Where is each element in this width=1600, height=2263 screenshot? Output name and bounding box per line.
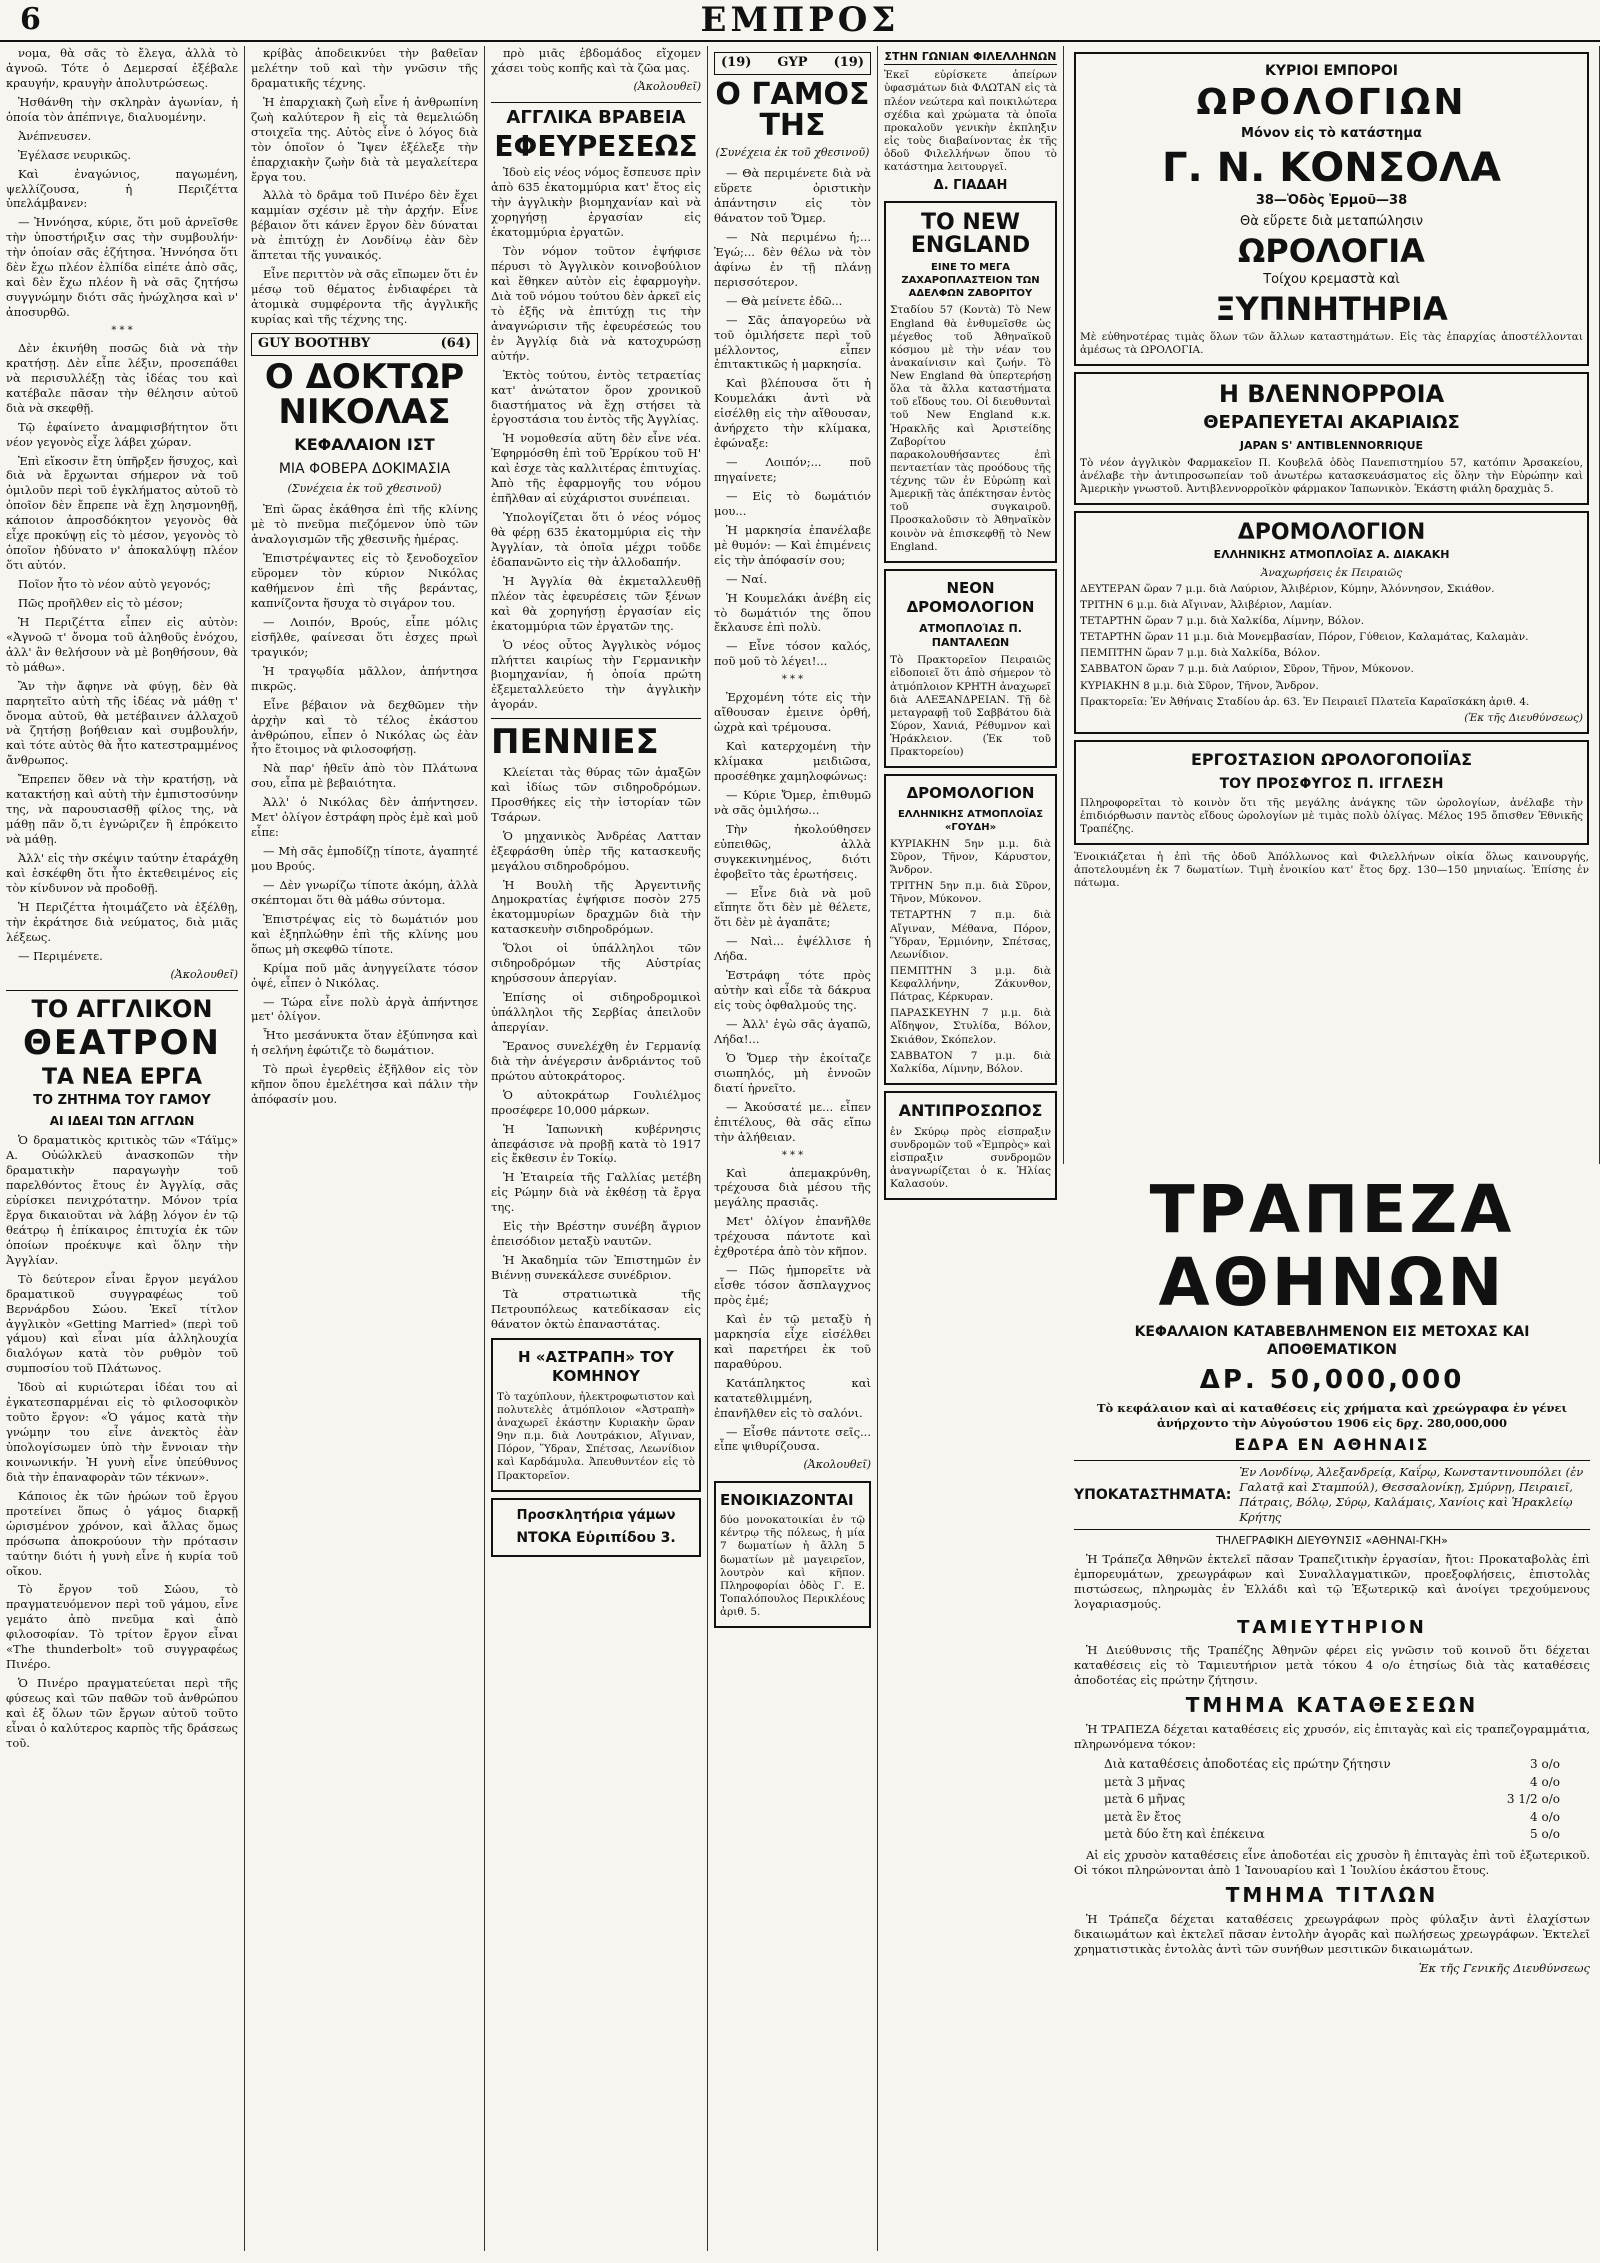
- paragraph: Κατάπληκτος καὶ κατατεθλιμμένη, ἐπανῆλθεν εἰς τὸ σαλόνι.: [714, 1375, 871, 1420]
- paragraph: — Νὰ περιμένω ἡ;... Ἐγώ;... δὲν θέλω νὰ τὸν ἀφίνω ἐν τῇ πλάνῃ περισσότερον.: [714, 229, 871, 289]
- rent-heading: ΕΝΟΙΚΙΑΖΟΝΤΑΙ: [720, 1490, 854, 1509]
- paragraph: Ἀλλὰ τὸ δρᾶμα τοῦ Πινέρο δὲν ἔχει καμμίαν σχέσιν μὲ τὴν ἀρχήν. Εἶνε βέβαιον ὅτι κάνεν ἔργον δὲν δύναται νὰ ἐπιτύχῃ ἐν Λονδίνῳ ἐὰν δὲν ἅπτεται τῆς γυναικός.: [251, 188, 478, 263]
- goudi-title: ΔΡΟΜΟΛΟΓΙΟΝ: [906, 784, 1035, 803]
- diakaki-schedule: [1074, 511, 1589, 734]
- corner-shop-name: Δ. ΓΙΑΔΑΗ: [933, 178, 1008, 194]
- rate-row: [1074, 1826, 1590, 1844]
- paragraph: πρὸ μιᾶς ἑβδομάδος εἴχομεν χάσει τοὺς κοπῆς καὶ τὰ ζῶα μας.: [491, 46, 701, 75]
- theatre-heading-3: ΤΑ ΝΕΑ ΕΡΓΑ: [41, 1064, 202, 1090]
- paragraph: Ὑπολογίζεται ὅτι ὁ νέος νόμος θὰ φέρῃ 635 ἑκατομμύρια εἰς τὴν Ἀγγλίαν, τὰ ὁποῖα μέχρι τοῦδε ἐδαπανῶντο εἰς τὴν ἀλλοδαπήν.: [491, 510, 701, 569]
- paragraph: Ἡ Ἀγγλία θὰ ἐκμεταλλευθῇ πλέον τὰς ἐφευρέσεις τῶν ξένων καὶ θὰ χορηγήσῃ ἐργασίαν εἰς ἑκατομμύρια τῶν ἐργατῶν της.: [491, 573, 701, 633]
- serial-number: (64): [440, 335, 471, 351]
- bank-title: ΤΡΑΠΕΖΑ ΑΘΗΝΩΝ: [1149, 1171, 1515, 1321]
- divider: [491, 718, 701, 719]
- securities-footer: Ἐκ τῆς Γενικῆς Διευθύνσεως: [1418, 1960, 1590, 1975]
- rent-ad: [714, 1481, 871, 1629]
- continued-note: (Ἀκολουθεῖ): [170, 967, 238, 981]
- clock-ad: [1074, 52, 1589, 366]
- divider: [6, 990, 238, 991]
- clock-ad-header: ΚΥΡΙΟΙ ΕΜΠΟΡΟΙ: [1265, 63, 1398, 79]
- astrapi-body: Τὸ ταχύπλουν, ἠλεκτροφωτιστον καὶ πολυτελὲς ἀτμόπλοιον «Ἀστραπὴ» ἀναχωρεῖ ἑκάστην Κυριακὴν ὥραν 9ην π.μ. διὰ Λουτράκιον, Αἴγιναν, Πόρον, Ὕδραν, Σπέτσας, Λεωνίδιον καὶ Καρδάμυλα. Ἀπευθυντέον εἰς τὸ Πρακτορεῖον.: [497, 1390, 695, 1482]
- paragraph: νομα, θὰ σᾶς τὸ ἔλεγα, ἀλλὰ τὸ ἀγνοῶ. Τότε ὁ Δεμερσαί ἐξέβαλε κραυγήν, κραυγὴν ἀπολυτρώσεως.: [6, 46, 238, 90]
- savings-body: Ἡ Διεύθυνσις τῆς Τραπέζης Ἀθηνῶν φέρει εἰς γνῶσιν τοῦ κοινοῦ ὅτι δέχεται καταθέσεις εἰς τὸ Ταμιευτήριον μετὰ τόκου 4 ο/ο ἐτησίως διὰ τὰς καταθέσεις ἀποδοτέας εἰς πρώτην ζήτησιν.: [1074, 1643, 1590, 1688]
- rate-term: Διὰ καταθέσεις ἀποδοτέας εἰς πρώτην ζήτησιν: [1104, 1756, 1391, 1771]
- rate-term: μετὰ δύο ἔτη καὶ ἐπέκεινα: [1104, 1827, 1265, 1842]
- pantaleon-subtitle: ΑΤΜΟΠΛΟΊΑΣ Π. ΠΑΝΤΑΛΕΩΝ: [919, 621, 1022, 650]
- corner-shop-header: ΣΤΗΝ ΓΩΝΙΑΝ ΦΙΛΕΛΛΗΝΩΝ: [884, 50, 1057, 65]
- schedule-line: ΤΕΤΑΡΤΗΝ ὥραν 11 μ.μ. διὰ Μονεμβασίαν, Πόρον, Γύθειον, Καλαμάτας, Καλαμὰν.: [1080, 631, 1529, 644]
- rate-row: [1074, 1791, 1590, 1809]
- schedule-line: ΚΥΡΙΑΚΗΝ 5ην μ.μ. διὰ Σῦρον, Τῆνον, Κάρυστον, Ἄνδρον.: [890, 837, 1051, 877]
- bank-branches: [1074, 1460, 1590, 1530]
- paragraph: — Θὰ μείνετε ἐδῶ...: [726, 293, 843, 308]
- column-5: [878, 46, 1064, 1191]
- pharmacy-brand: JAPAN S' ANTIBLENNORRIQUE: [1239, 438, 1424, 452]
- paragraph: Ὅλοι οἱ ὑπάλληλοι τῶν σιδηροδρόμων τῆς Αὐστρίας κηρύσσουν ἀπεργίαν.: [491, 941, 701, 986]
- paragraph: Καὶ ἐναγώνιος, παγωμένη, ψελλίζουσα, ἡ Περιζέττα ὑπελάμβανεν:: [6, 166, 238, 211]
- paragraph: Ὁ Πινέρο πραγματεύεται περὶ τῆς φύσεως καὶ τῶν παθῶν τοῦ ἀνθρώπου καὶ ἐξ ὅλων τῶν ἔργων αὐτοῦ τοῦτο εἶναι ὁ καλύτερος καρπὸς τῆς δράσεως τοῦ.: [6, 1676, 238, 1750]
- paragraph: Κλείεται τὰς θύρας τῶν ἀμαξῶν καὶ ἰδίως τῶν σιδηροδρόμων. Προσθήκες εἰς τὴν ἱστορίαν τῶν Τσάρων.: [491, 764, 701, 824]
- bank-capital-note: Τὸ κεφάλαιον καὶ αἱ καταθέσεις εἰς χρήματα καὶ χρεώγραφα ἐν γένει ἀνήρχοντο τὴν Αὐγούστου 1906 εἰς δρχ. 280,000,000: [1096, 1401, 1568, 1431]
- inventions-heading-2: ΕΦΕΥΡΕΣΕΩΣ: [494, 130, 698, 164]
- branches-list: Ἐν Λονδίνῳ, Ἀλεξανδρείᾳ, Καΐρῳ, Κωνσταντινουπόλει (ἐν Γαλατᾷ καὶ Σταμπούλ), Θεσσαλονίκῃ, Σμύρνῃ, Πειραιεῖ, Πάτραις, Βόλῳ, Σύρῳ, Καλάμαις, Χανίοις καὶ Ἡρακλείῳ Κρήτης: [1239, 1465, 1584, 1524]
- paragraph: Ἔπρεπεν ὅθεν νὰ τὴν κρατήσῃ, νὰ κατακτήσῃ καὶ αὐτὴ τὴν ἐμπιστοσύνην της, νὰ παρουσιασθῇ φίλος της, νὰ μάθῃ πᾶν ὅ,τι ἐγνώριζεν ἢ ἐπρόκειτο νὰ μάθῃ.: [6, 772, 238, 846]
- paragraph: — Ἠννόησα, κύριε, ὅτι μοῦ ἀρνεῖσθε τὴν ὑποστήριξιν σας τὴν συμβουλήν· τὴν ὁποίαν σᾶς ἐζήτησα. Ἠννόησα ὅτι δὲν ἔχω πλέον ἐλπίδα εἰπέτε ἀπὸ σᾶς, καὶ δὲν ἔχω πλέον ἢ νὰ σᾶς ζητήσω συγγνώμην διότι σᾶς ἠνώχλησα καὶ ν' ἀποσυρθῶ.: [6, 215, 238, 319]
- lease-notice: Ἐνοικιάζεται ἡ ἐπὶ τῆς ὁδοῦ Ἀπόλλωνος καὶ Φιλελλήνων οἰκία ὅλως καινουργής, ἀποτελουμένη ἐκ 7 δωματίων. Τιμὴ ἐνοικίου κατ' ἔτος δρχ. 130—150 μηνιαίως. Ἐπίσης ἐν πάτωμα.: [1074, 851, 1589, 890]
- paragraph: Τῷ ἐφαίνετο ἀναμφισβήτητον ὅτι νέον γεγονὸς εἶχε λάβει χώραν.: [6, 419, 238, 449]
- new-england-ad: [884, 201, 1057, 563]
- paragraph: Ἐπὶ εἴκοσιν ἔτη ὑπῆρξεν ἥσυχος, καὶ διὰ νὰ ἔρχωνται σήμερον νὰ τοῦ ὁμιλοῦν περὶ τοῦ ἐγκλήματος αὐτοῦ τὸ ὁποῖον δὲν ἔπρεπε νὰ ἔχῃ λησμονηθῇ, κάποιον ἀπροσδόκητον γεγονὸς θὰ εἶχε προκύψῃ εἰς τὸ μέσον, γεγονὸς τὸ ὁποῖον ἠδύνατο ν' ἀποκαλύψῃ πλέον ὅτι αὐτόν.: [6, 453, 238, 573]
- serial-number-right: (19): [833, 55, 864, 70]
- new-england-title: ΤΟ NEW ENGLAND: [910, 210, 1031, 259]
- paragraph: Τὸ πρωὶ ἐγερθεὶς ἐξῆλθον εἰς τὸν κῆπον ὅπου ἐμελέτησα καὶ πάλιν τὴν ἀπόφασίν μου.: [251, 1062, 478, 1107]
- paragraph: — Κύριε Ὄμερ, ἐπιθυμῶ νὰ σᾶς ὁμιλήσω...: [714, 787, 871, 817]
- paragraph: Ὁ νέος οὗτος Ἀγγλικὸς νόμος πλήττει καιρίως τὴν Γερμανικὴν βιομηχανίαν, ἡ ὁποία πρώτη ἐξεμεταλλεύετο τὴν ἀγγλικὴν ἀγοράν.: [491, 637, 701, 712]
- securities-title: ΤΜΗΜΑ ΤΙΤΛΩΝ: [1225, 1882, 1439, 1907]
- divider: [491, 102, 701, 103]
- paragraph: Καὶ ἀπεμακρύνθη, τρέχουσα διὰ μέσου τῆς μεγάλης πρασιᾶς.: [714, 1165, 871, 1210]
- schedule-line: ΤΕΤΑΡΤΗΝ 7 π.μ. διὰ Αἴγιναν, Μέθανα, Πόρον, Ὕδραν, Ἑρμιόνην, Σπέτσας, Λεωνίδιον.: [890, 909, 1051, 961]
- paragraph: Ἀλλ' εἰς τὴν σκέψιν ταύτην ἐταράχθη καὶ ἐσκέφθη ὅτι ἦτο ἐκτεθειμένος εἰς τὸν κίνδυνον νὰ προδοθῇ.: [6, 850, 238, 895]
- paragraph: Ἀνέπνευσεν.: [18, 128, 92, 143]
- section-stars: * * *: [781, 674, 804, 686]
- theatre-heading-5: ΑΙ ΙΔΕΑΙ ΤΩΝ ΑΓΓΛΩΝ: [49, 1113, 195, 1128]
- schedule-line: ΣΑΒΒΑΤΟΝ 7 μ.μ. διὰ Χαλκίδα, Λίμνην, Βόλον.: [890, 1049, 1051, 1075]
- paragraph: Ἦτο μεσάνυκτα ὅταν ἐξύπνησα καὶ ἡ σελήνη ἐφώτιζε τὸ δωμάτιον.: [251, 1028, 478, 1058]
- clock-factory-ad: [1074, 740, 1589, 845]
- paragraph: Ἐπίσης οἱ σιδηροδρομικοὶ ὑπάλληλοι τῆς Σερβίας ἀπειλοῦν ἀπεργίαν.: [491, 990, 701, 1034]
- paragraph: Ἡ Κουμελάκι ἀνέβη εἰς τὸ δωμάτιόν της ὅπου ἔκλαυσε ἐπὶ πολὺ.: [714, 590, 871, 635]
- pennies-heading: ΠΕΝΝΙΕΣ: [491, 722, 659, 763]
- clock-ad-address: 38—Ὁδὸς Ἑρμοῦ—38: [1255, 192, 1408, 208]
- paragraph: — Εἶνε τόσον καλός, ποῦ μοῦ τὸ λέγει!...: [714, 639, 871, 669]
- paragraph: Ὁ μηχανικὸς Ἀνδρέας Λατταν ἐξεφράσθη ὑπὲρ τῆς κατασκευῆς μεγάλου σιδηροδρόμου.: [491, 828, 701, 873]
- goudi-schedule: [884, 774, 1057, 1085]
- paragraph: Εἶνε βέβαιον νὰ δεχθῶμεν τὴν ἀρχὴν καὶ τὸ τέλος ἐκάστου ἀνθρώπου, εἶπεν ὁ Νικόλας ὡς ἐὰν ἦτο ἕτοιμος νὰ φιλοσοφήσῃ.: [251, 697, 478, 757]
- paragraph: — Λοιπόν, Βρούς, εἶπε μόλις εἰσῆλθε, φαίνεσαι ὅτι ἐσχες πρωὶ τραγικόν;: [251, 614, 478, 659]
- pantaleon-schedule: [884, 569, 1057, 769]
- paragraph: — Δὲν γνωρίζω τίποτε ἀκόμη, ἀλλὰ σκέπτομαι ὅτι θὰ μάθω σύντομα.: [251, 877, 478, 907]
- schedule-line: ΤΡΙΤΗΝ 6 μ.μ. διὰ Αἴγιναν, Ἀλιβέριον, Λαμίαν.: [1080, 598, 1333, 611]
- section-stars: * * *: [781, 1149, 804, 1161]
- column-4: [708, 46, 878, 2251]
- paragraph: Ἡ Βουλὴ τῆς Ἀργεντινῆς Δημοκρατίας ἐψήφισε ποσὸν 275 ἑκατομμυρίων δραχμῶν διὰ τὴν κατασκευὴν σιδηροδρόμων.: [491, 877, 701, 937]
- paragraph: — Περιμένετε.: [18, 948, 103, 963]
- paragraph: Ἂν τὴν ἄφηνε νὰ φύγῃ, δὲν θὰ παρητεῖτο αὐτὴ τῆς ἰδέας νὰ μάθῃ τ' ὄνομα αὐτοῦ, θὰ μετέβαινεν ἀλλαχοῦ νὰ ζητήσῃ βοήθειαν καὶ συμβουλήν, καὶ τότε αὐτὸς θὰ ἦτο κατεστραμμένος ἄνθρωπος.: [6, 678, 238, 768]
- paragraph: Ἰδοὺ αἱ κυριώτεραι ἰδέαι του αἱ ἐγκατεσπαρμέναι εἰς τὸ φιλοσοφικὸν τοῦτο ἔργον: «Ὁ γάμος κατὰ τὴν γνώμην του εἶνε ἀνεκτὸς ἐὰν ὑπολογίσωμεν ὑπὸ τὴν ἔννοιαν τὴν κοινωνικήν. Ἡ γυνὴ εἶνε ὑπεύθυνος διὰ τὴν ἐπαναφορὰν τῶν τέκνων».: [6, 1380, 238, 1484]
- paragraph: Ἐκτὸς τούτου, ἐντὸς τετραετίας κατ' ἀνώτατον ὅρον χρονικοῦ διαστήματος νὰ ἔχῃ στήσει τὰ ἐργοστάσια του ἐντὸς τῆς Ἀγγλίας.: [491, 367, 701, 427]
- theatre-article: [6, 994, 238, 1751]
- continued-note: (Ἀκολουθεῖ): [803, 1458, 871, 1472]
- bank-subtitle: ΚΕΦΑΛΑΙΟΝ ΚΑΤΑΒΕΒΛΗΜΕΝΟΝ ΕΙΣ ΜΕΤΟΧΑΣ ΚΑΙ ΑΠΟΘΕΜΑΤΙΚΟΝ: [1134, 1324, 1530, 1359]
- paragraph: — Μὴ σᾶς ἐμποδίζῃ τίποτε, ἀγαπητέ μου Βρούς.: [251, 844, 478, 874]
- paragraph: Κάποιος ἐκ τῶν ἡρώων τοῦ ἔργου προτείνει ὅπως ὁ γάμος διαρκῇ ὡρισμένον χρόνον, καὶ ἄλλας ὅμως πρόσωπα ἀποκρούουν τὴν πρότασιν ταύτην διότι ἡ γυνὴ εἶνε ἡ κυρία τοῦ οἴκου.: [6, 1488, 238, 1578]
- rate-value: 3 1/2 ο/ο: [1506, 1792, 1560, 1807]
- clock-factory-subtitle: ΤΟΥ ΠΡΟΣΦΥΓΟΣ Π. ΙΓΓΛΕΣΗ: [1219, 775, 1444, 792]
- new-england-body: Σταδίου 57 (Κοντὰ) Τὸ New England θὰ ἐνθυμεῖσθε ὡς μέγεθος τοῦ Ἀθηναϊκοῦ κόσμου μὲ τὴν νέαν του ἀνακαίνισιν καὶ ζωήν. Τὸ New England θὰ ὑπερτερήσῃ ὅλα τὰ ἄλλα καταστήματα τοῦ εἴδους του. Οἱ διευθυνταὶ τοῦ New England κ.κ. Ἠρακλῆς καὶ Ἀριστείδης Ζαβορίτου παρακολουθήσαντες ἐπὶ πενταετίαν τὰς προόδους τῆς τέχνης τῶν ἐν Εὐρώπῃ καὶ Ἀμερικῇ τὰς ἀπέκτησαν ἐντὸς τοῦ συγκαιροῦ. Προσκαλοῦσιν τὸ Ἀθηναϊκὸν κοινὸν νὰ ἐπισκεφθῇ τὸ New England.: [890, 304, 1051, 553]
- paragraph: — Πῶς ἠμπορεῖτε νὰ εἶσθε τόσον ἄσπλαγχνος πρὸς ἐμέ;: [714, 1263, 871, 1307]
- rate-term: μετὰ ἓν ἔτος: [1104, 1809, 1182, 1824]
- paragraph: — Σᾶς ἀπαγορεύω νὰ τοῦ ὁμιλήσετε περὶ τοῦ μέλλοντος, εἶπεν ἐπιτακτικῶς ἡ μαρκησία.: [714, 312, 871, 372]
- astrapi-heading: Η «ΑΣΤΡΑΠΗ» ΤΟΥ ΚΟΜΗΝΟΥ: [517, 1347, 675, 1386]
- paragraph: Ὁ δραματικὸς κριτικὸς τῶν «Τάϊμς» Α. Οὐώλκλεϋ ἀνασκοπῶν τὴν δραματικὴν παραγωγὴν τοῦ παρελθόντος ἔτους ἐν Ἀγγλίᾳ, σᾶς εὑρίσκει πενιχρότατην. Μόνον τρία ἔργα δικαιοῦται νὰ λάβῃ λόγον ἐν τῷ θεάτρῳ ἡ ἐπίκαιρος ἐπιτυχία ἐκ τῶν ὁποίων προέκυψε καὶ ὅλην τὴν Ἀγγλίαν.: [6, 1133, 238, 1267]
- novel-title: Ο ΓΑΜΟΣ ΤΗΣ: [715, 76, 870, 144]
- column-6: [1064, 46, 1600, 1164]
- pantaleon-body: Τὸ Πρακτορεῖον Πειραιῶς εἰδοποιεῖ ὅτι ἀπὸ σήμερον τὸ ἀτμόπλοιον ΚΡΗΤΗ ἀναχωρεῖ διὰ ΑΛΕΞΑΝΔΡΕΙΑΝ. Τῇ δὲ μεταγραφῇ τοῦ Σαββάτου διὰ Σύρον, Χανιά, Ρέθυμνον καὶ Ἡράκλειον. (Ἐκ τοῦ Πρακτορείου): [890, 654, 1051, 759]
- paragraph: Ἡ Ἑταιρεία τῆς Γαλλίας μετέβη εἰς Ρώμην διὰ νὰ ἐκθέσῃ τὰ ἔργα της.: [491, 1170, 701, 1215]
- clock-ad-shop: Γ. Ν. ΚΟΝΣΟΛΑ: [1162, 144, 1501, 191]
- paragraph: Τὴν ἠκολούθησεν εὐπειθῶς, ἀλλὰ συγκεκινημένος, διότι ἐφοβεῖτο τὰς ἐρωτήσεις.: [714, 821, 871, 881]
- clock-factory-title: ΕΡΓΟΣΤΑΣΙΟΝ ΩΡΟΛΟΓΟΠΟΙΪΑΣ: [1190, 749, 1473, 769]
- paragraph: Ἀλλ' ὁ Νικόλας δὲν ἀπήντησεν. Μετ' ὀλίγον ἐστράφη πρὸς ἐμὲ καὶ μοῦ εἶπε:: [251, 795, 478, 840]
- paragraph: Ἡ ἐπαρχιακὴ ζωὴ εἶνε ἡ ἀνθρωπίνη ζωὴ καλύτερον ἢ εἰς τὰ θεμελιώδη στοιχεῖα της. Αὐτὸς εἶνε ὁ λόγος διὰ τὸν ὁποῖον ὁ Ἴψεν ἐξέλεξε τὴν ἐπαρχιακὴν ζωὴν διὰ τὰ μεγαλείτερα ἔργα του.: [251, 94, 478, 184]
- paragraph: Ἰδοὺ εἰς νέος νόμος ἔσπευσε πρὶν ἀπὸ 635 ἐκατομμύρια κατ' ἔτος εἰς τὴν ἀγγλικὴν βιομηχανίαν καὶ νὰ χορηγήσῃ ἐργασίαν εἰς ἑκατομμύρια ἐργατῶν.: [491, 165, 701, 240]
- paragraph: — Λοιπόν;... ποῦ πηγαίνετε;: [714, 455, 871, 484]
- schedule-line: ΣΑΒΒΑΤΟΝ ὥραν 7 μ.μ. διὰ Λαύριον, Σῦρον, Τῆνον, Μύκονον.: [1080, 663, 1414, 676]
- schedule-line: ΚΥΡΙΑΚΗΝ 8 μ.μ. διὰ Σῦρον, Τῆνον, Ἄνδρον.: [1080, 679, 1319, 692]
- novel-title: Ο ΔΟΚΤΩΡ ΝΙΚΟΛΑΣ: [264, 356, 465, 433]
- rate-term: μετὰ 3 μῆνας: [1104, 1774, 1186, 1789]
- newspaper-title: ΕΜΠΡΟΣ: [700, 0, 900, 40]
- paragraph: Ἔρανος συνελέχθη ἐν Γερμανίᾳ διὰ τὴν ἀνέγερσιν ἀνδριάντος τοῦ πρώτου αὐτοκράτορος.: [491, 1038, 701, 1083]
- deposit-rates-table: [1074, 1756, 1590, 1844]
- serial-author: GYP: [777, 55, 808, 70]
- paragraph: Ἐστράφη τότε πρὸς αὐτὴν καὶ εἶδε τὰ δάκρυα εἰς τοὺς ὀφθαλμούς της.: [714, 968, 871, 1013]
- continued-note: (Ἀκολουθεῖ): [633, 79, 701, 93]
- wedding-ad-title: Προσκλητήρια γάμων: [516, 1507, 676, 1523]
- paragraph: Ἡ Ἀκαδημία τῶν Ἐπιστημῶν ἐν Βιέννῃ συνεκάλεσε συνέδριον.: [491, 1253, 701, 1283]
- clock-ad-title-2: ΩΡΟΛΟΓΙΑ: [1238, 231, 1425, 270]
- rate-row: [1074, 1774, 1590, 1792]
- column-2: [245, 46, 485, 2251]
- bank-telegraph: ΤΗΛΕΓΡΑΦΙΚΗ ΔΙΕΥΘΥΝΣΙΣ «ΑΘΗΝΑΙ-ΓΚΗ»: [1216, 1533, 1448, 1547]
- paragraph: — Ἀλλ' ἐγὼ σᾶς ἀγαπῶ, Λήδα!...: [714, 1017, 871, 1046]
- paragraph: Τὰ στρατιωτικὰ τῆς Πετρουπόλεως κατεδίκασαν εἰς θάνατον ὀκτὼ ἐπαναστάτας.: [491, 1286, 701, 1331]
- paragraph: Ποῖον ἦτο τὸ νέον αὐτὸ γεγονός;: [18, 577, 211, 591]
- bank-seat: ΕΔΡΑ ΕΝ ΑΘΗΝΑΙΣ: [1234, 1435, 1430, 1455]
- clock-factory-body: Πληροφορεῖται τὸ κοινὸν ὅτι τῆς μεγάλης ἀνάγκης τῶν ὡρολογίων, ἀνέλαβε τὴν ἐπιδιόρθωσιν παντὸς εἴδους ὡρολογίων μὲ τιμὰς πολὺ ὀλίγας. Μέλος 195 ὄπισθεν Ἐθνικῆς Τραπέζης.: [1080, 796, 1583, 836]
- theatre-heading-4: ΤΟ ΖΗΤΗΜΑ ΤΟΥ ΓΑΜΟΥ: [33, 1092, 211, 1108]
- paragraph: Ὁ Ὄμερ τὴν ἐκοίταζε σιωπηλός, μὴ ἐννοῶν διατί ἠρνεῖτο.: [714, 1050, 871, 1095]
- representative-body: ἐν Σκύρῳ πρὸς εἰσπραξιν συνδρομῶν τοῦ «Ἐμπρὸς» καὶ εἰσπραξιν συνδρομῶν ἀναγνωρίζεται ὁ κ. Ἠλίας Καλασούν.: [890, 1125, 1051, 1191]
- paragraph: Ὁ αὐτοκράτωρ Γουλιέλμος προσέφερε 10,000 μάρκων.: [491, 1087, 701, 1117]
- chapter-subtitle: ΜΙΑ ΦΟΒΕΡΑ ΔΟΚΙΜΑΣΙΑ: [278, 460, 451, 477]
- rate-value: 4 ο/ο: [1530, 1809, 1560, 1824]
- bank-of-athens-ad: [1064, 1170, 1600, 2250]
- paragraph: Ἐπὶ ὥρας ἐκάθησα ἐπὶ τῆς κλίνης μὲ τὸ πνεῦμα πιεζόμενον ὑπὸ τῶν ἀναλογισμῶν τῆς χθεσινῆς ἡμέρας.: [251, 502, 478, 547]
- paragraph: Ἠσθάνθη τὴν σκληρὰν ἀγωνίαν, ἡ ὁποία τὸν ἀπέπνιγε, διαλυομένην.: [6, 94, 238, 124]
- diakaki-title: ΔΡΟΜΟΛΟΓΙΟΝ: [1237, 520, 1426, 546]
- pharmacy-subtitle: ΘΕΡΑΠΕΥΕΤΑΙ ΑΚΑΡΙΑΙΩΣ: [1203, 412, 1460, 434]
- corner-shop-body: Ἐκεῖ εὑρίσκετε ἀπείρων ὑφασμάτων διὰ ΦΛΩΤΑΝ εἰς τὰ πλέον νεώτερα καὶ ποικιλώτερα σχέδια καὶ χρώματα τὰ ὁποῖα προκαλοῦν γενικὴν ἐκπληξιν εἰς τοὺς διαβαίνοντας ἐκ τῆς ὁδοῦ Φιλελλήνων ὅπου τὸ κατάστημα λειτουργεῖ.: [884, 69, 1057, 174]
- paragraph: — Ναί.: [726, 571, 768, 586]
- deposits-title: ΤΜΗΜΑ ΚΑΤΑΘΕΣΕΩΝ: [1185, 1693, 1479, 1718]
- section-stars: * * *: [111, 324, 133, 336]
- representative-ad: [884, 1091, 1057, 1200]
- schedule-line: ΠΕΜΠΤΗΝ 3 μ.μ. διὰ Κεφαλλήνην, Ζάκυνθον, Πάτρας, Κέρκυραν.: [890, 964, 1051, 1004]
- masthead: [0, 0, 1600, 42]
- clock-ad-body: Μὲ εὐθηνοτέρας τιμὰς ὅλων τῶν ἄλλων καταστημάτων. Εἰς τὰς ἐπαρχίας ἀποστέλλονται ἀμέσως τὰ ΩΡΟΛΟΓΙΑ.: [1080, 330, 1583, 356]
- rate-term: μετὰ 6 μῆνας: [1104, 1792, 1186, 1807]
- page-number: 6: [20, 2, 41, 37]
- paragraph: Δὲν ἐκινήθη ποσῶς διὰ νὰ τὴν κρατήσῃ. Δὲν εἶπε λέξιν, προσεπάθει νὰ περισυλλέξῃ τὰς ἰδέας του καὶ κατέβαλε πᾶσαν τὴν θέλησιν αὐτοῦ διὰ νὰ σκεφθῇ.: [6, 340, 238, 415]
- deposits-intro: Ἡ ΤΡΑΠΕΖΑ δέχεται καταθέσεις εἰς χρυσόν, εἰς ἐπιταγὰς καὶ εἰς τραπεζογραμμάτια, πληρωνόμενα τόκον:: [1074, 1722, 1590, 1751]
- schedule-line: ΠΕΜΠΤΗΝ ὥραν 7 μ.μ. διὰ Χαλκίδα, Βόλον.: [1080, 647, 1321, 660]
- serial-author: GUY BOOTHBY: [258, 335, 371, 351]
- branches-label: ΥΠΟΚΑΤΑΣΤΗΜΑΤΑ:: [1074, 1486, 1232, 1503]
- schedule-line: ΤΡΙΤΗΝ 5ην π.μ. διὰ Σῦρον, Τῆνον, Μύκονον.: [890, 880, 1051, 906]
- wedding-ad-body: ΝΤΟΚΑ Εὐριπίδου 3.: [516, 1529, 676, 1546]
- paragraph: Ἡ Ἰαπωνικὴ κυβέρνησις ἀπεφάσισε νὰ προβῇ κατὰ τὸ 1917 εἰς ἔκθεσιν ἐν Τοκίῳ.: [491, 1121, 701, 1166]
- paragraph: Εἶνε περιττὸν νὰ σᾶς εἴπωμεν ὅτι ἐν μέσῳ τοῦ θέματος ἐνδιαφέρει τὰ ἀτομικὰ συμφέροντα τῆς ἀγγλικῆς κυρίας καὶ τῆς τέχνης της.: [251, 267, 478, 326]
- rate-value: 5 ο/ο: [1530, 1827, 1560, 1842]
- serial-end-text: [6, 46, 238, 320]
- wedding-invitations-ad: [491, 1498, 701, 1557]
- new-england-subtitle: ΕΙΝΕ ΤΟ ΜΕΓΑ ΖΑΧΑΡΟΠΛΑΣΤΕΙΟΝ ΤΩΝ ΑΔΕΛΦΩΝ ΖΑΒΟΡΙΤΟΥ: [901, 262, 1040, 300]
- paragraph: Καὶ βλέπουσα ὅτι ἡ Κουμελάκι ἀντὶ νὰ εἰσέλθῃ εἰς τὴν αἴθουσαν, ἀνήρχετο τὴν κλίμακα, ἐφώναξε:: [714, 376, 871, 451]
- rate-value: 4 ο/ο: [1530, 1774, 1560, 1789]
- inventions-heading-1: ΑΓΓΛΙΚΑ ΒΡΑΒΕΙΑ: [506, 107, 686, 129]
- pantaleon-title: ΝΕΟΝ ΔΡΟΜΟΛΟΓΙΟΝ: [906, 578, 1035, 617]
- bank-capital: ΔΡ. 50,000,000: [1199, 1364, 1465, 1395]
- paragraph: Καὶ ἐν τῷ μεταξὺ ἡ μαρκησία εἶχε εἰσέλθει καὶ παρετήρει ἐκ τοῦ παραθύρου.: [714, 1311, 871, 1371]
- paragraph: Τὸ ἔργον τοῦ Σώου, τὸ πραγματευόμενον περὶ τοῦ γάμου, εἶνε γεμάτο ἀπὸ πνεῦμα καὶ ἀπὸ φιλοσοφίαν. Τὸ τρίτον ἔργον εἶναι «The thunderbolt» τοῦ συγγραφέως Πινέρο.: [6, 1582, 238, 1672]
- rate-row: [1074, 1756, 1590, 1774]
- pharmacy-ad: [1074, 372, 1589, 505]
- paragraph: — Εἰς τὸ δωμάτιόν μου...: [714, 488, 871, 518]
- bank-intro: Ἡ Τράπεζα Ἀθηνῶν ἐκτελεῖ πᾶσαν Τραπεζιτικὴν ἐργασίαν, ἤτοι: Προκαταβολὰς ἐπὶ ἐμπορευμάτων, χρεωγράφων καὶ Συναλλαγματικῶν, προεξοφλήσεις, ἐπιστολὰς πιστώσεως, πληρωμὰς ἐν Ἑλλάδι καὶ τῷ Ἐξωτερικῷ καὶ ἀνοίγει τρεχούμενους λογαριασμούς.: [1074, 1552, 1590, 1611]
- goudi-subtitle: ΕΛΛΗΝΙΚΗΣ ΑΤΜΟΠΛΟΪΑΣ «ΓΟΥΔΗ»: [897, 808, 1044, 833]
- paragraph: — Θὰ περιμένετε διὰ νὰ εὕρετε ὁριστικὴν ἀπάντησιν εἰς τὸν θάνατον τοῦ Ὄμερ.: [714, 166, 871, 225]
- schedule-line: Πρακτορεῖα: Ἐν Ἀθήναις Σταδίου ἀρ. 63. Ἐν Πειραιεῖ Πλατεῖα Καραϊσκάκη ἀριθ. 4.: [1080, 695, 1530, 708]
- representative-title: ΑΝΤΙΠΡΟΣΩΠΟΣ: [898, 1100, 1043, 1120]
- rent-body: δύο μονοκατοικίαι ἐν τῷ κέντρῳ τῆς πόλεως, ἡ μία 7 δωματίων ἡ ἄλλη 5 δωματίων μὲ μαγειρεῖον, λουτρὸν καὶ κῆπον. Πληροφορίαι ὁδὸς Γ. Ε. Τοπαλόπουλος Περικλέους ἀριθ. 5.: [720, 1514, 865, 1619]
- rate-value: 3 ο/ο: [1530, 1756, 1560, 1771]
- gold-deposits-note: Αἱ εἰς χρυσὸν καταθέσεις εἶνε ἀποδοτέαι εἰς χρυσὸν ἢ ἐπιταγὰς ἐπὶ τοῦ ἐξωτερικοῦ. Οἱ τόκοι πληρώνονται ἀπὸ 1 Ἰανουαρίου καὶ 1 Ἰουλίου ἑκάστου ἔτους.: [1074, 1847, 1590, 1877]
- pharmacy-body: Τὸ νέον ἀγγλικὸν Φαρμακεῖον Π. Κουβελᾶ ὁδὸς Πανεπιστημίου 57, κατόπιν Ἀρσακείου, ἀνέλαβε τὴν ἀντιπροσωπείαν τοῦ ἀνωτέρω κατασκευάσματος εἰς ὅλην τὴν Εὐρώπην καὶ Ἀμερικὴν γνωστοῦ. Ἀντιβλεννορροϊκὸν φάρμακον Ἰαπωνικὸν. Ἐκάστη φιάλη δραχμὰς 5.: [1080, 456, 1583, 496]
- paragraph: — Τώρα εἶνε πολὺ ἀργὰ ἀπήντησε μετ' ὀλίγον.: [251, 994, 478, 1024]
- paragraph: Ἐρχομένη τότε εἰς τὴν αἴθουσαν ἐμεινε ὀρθή, ὠχρὰ καὶ τρέμουσα.: [714, 690, 871, 735]
- paragraph: Κρίμα ποῦ μᾶς ἀνηγγείλατε τόσον ὀψέ, εἶπεν ὁ Νικόλας.: [251, 960, 478, 990]
- paragraph: — Ναὶ... ἐψέλλισε ἡ Λήδα.: [714, 934, 871, 964]
- schedule-note: (Ἐκ τῆς Διευθύνσεως): [1464, 711, 1583, 724]
- paragraph: — Εἶνε διὰ νὰ μοῦ εἴπητε ὅτι δὲν μὲ θέλετε, ὅτι δὲν μὲ ἀγαπᾶτε;: [714, 885, 871, 930]
- schedule-line: ΠΑΡΑΣΚΕΥΗΝ 7 μ.μ. διὰ Αἴδηψον, Στυλίδα, Βόλον, Σκιάθον, Σκόπελον.: [890, 1007, 1051, 1046]
- clock-ad-intro: Μόνον εἰς τὸ κατάστημα: [1241, 125, 1422, 141]
- paragraph: Ἐπιστρέψαντες εἰς τὸ ξενοδοχεῖον εὕρομεν τὸν κύριον Νικόλας καθήμενον ἐπὶ τῆς βεράντας, καπνίζοντα ἥσυχα τὸ σιγάρον του.: [251, 551, 478, 611]
- paragraph: Ἡ νομοθεσία αὕτη δὲν εἶνε νέα. Ἐφηρμόσθη ἐπὶ τοῦ Ἑρρίκου τοῦ Η' καὶ ἐσχε τὰς καλλιτέρας ἐπιτυχίας. Ἀπὸ τῆς ἐφαρμογῆς του νόμου ἐπῆλθαν αἱ εὐχάριστοι συνέπειαι.: [491, 431, 701, 506]
- paragraph: Τὸν νόμον τοῦτον ἐψήφισε πέρυσι τὸ Ἀγγλικὸν κοινοβούλιον καὶ ἔθηκεν αὐτὸν εἰς ἐφαρμογὴν. Διὰ τοῦ νόμου τούτου δὲν ἀρκεῖ εἰς τὸ ἑξῆς νὰ ἐπιτύχῃ τις τὴν ἀναγνώρισιν τῆς ἐφευρέσεώς του ἐν Ἀγγλίᾳ διὰ νὰ κατοχυρώσῃ αὐτήν.: [491, 244, 701, 363]
- paragraph: Μετ' ὀλίγον ἐπανῆλθε τρέχουσα πάντοτε καὶ ἐχθροτέρα ἀπὸ τὸν κῆπον.: [714, 1214, 871, 1259]
- clock-ad-title: ΩΡΟΛΟΓΙΩΝ: [1196, 82, 1467, 124]
- chapter-title: ΚΕΦΑΛΑΙΟΝ ΙΣΤ: [294, 435, 435, 455]
- theatre-heading-1: ΤΟ ΑΓΓΛΙΚΟΝ: [31, 994, 213, 1023]
- rate-row: [1074, 1809, 1590, 1827]
- serial-header: [251, 333, 478, 356]
- column-3: [485, 46, 708, 2251]
- paragraph: Ἐπιστρέψας εἰς τὸ δωμάτιόν μου καὶ ἐξηπλώθην ἐπὶ τῆς κλίνης μου ὅπως μὴ σκεφθῶ τίποτε.: [251, 911, 478, 956]
- paragraph: Ἡ Περιζέττα ἡτοιμάζετο νὰ ἐξέλθῃ, τὴν ἐκράτησε διὰ νεύματος, διὰ μιᾶς λέξεως.: [6, 899, 238, 944]
- paragraph: Νὰ παρ' ἠθεῖν ἀπὸ τὸν Πλάτωνα σου, εἶπα μὲ βεβαιότητα.: [251, 761, 478, 791]
- diakaki-subtitle: ΕΛΛΗΝΙΚΗΣ ΑΤΜΟΠΛΟΪΑΣ Α. ΔΙΑΚΑΚΗ: [1213, 548, 1450, 562]
- paragraph: Πῶς προῆλθεν εἰς τὸ μέσον;: [18, 595, 184, 610]
- clock-ad-sub: Τοίχου κρεμαστὰ καὶ: [1263, 272, 1400, 288]
- pharmacy-title: Η ΒΛΕΝΝΟΡΡΟΙΑ: [1218, 379, 1445, 408]
- continuation-note: (Συνέχεια ἐκ τοῦ χθεσινοῦ): [715, 145, 870, 159]
- continuation-note: (Συνέχεια ἐκ τοῦ χθεσινοῦ): [287, 482, 442, 496]
- paragraph: Εἰς τὴν Βρέστην συνέβη ἄγριον ἐπεισόδιον μεταξὺ ναυτῶν.: [491, 1219, 701, 1249]
- paragraph: Ἡ τραγῳδία μᾶλλον, ἀπήντησα πικρῶς.: [251, 663, 478, 693]
- paragraph: κρίβὰς ἀποδεικνύει τὴν βαθεῖαν μελέτην τοῦ καὶ τὴν γνῶσιν τῆς δραματικῆς τέχνης.: [251, 46, 478, 90]
- savings-title: ΤΑΜΙΕΥΤΗΡΙΟΝ: [1237, 1616, 1427, 1638]
- serial-number-left: (19): [721, 55, 752, 70]
- paragraph: Τὸ δεύτερον εἶναι ἔργον μεγάλου δραματικοῦ συγγραφέως τοῦ Βερνάρδου Σώου. Ἐκεῖ τίτλον ἀγγλικὸν «Getting Married» (περὶ τοῦ γάμου) καὶ εἶναι μία ἀλληλουχία διαλόγων κατὰ τὸν ρυθμὸν τοῦ συμποσίου τοῦ Πλάτωνος.: [6, 1271, 238, 1376]
- paragraph: Ἐγέλασε νευρικῶς.: [18, 147, 132, 162]
- paragraph: — Εἶσθε πάντοτε σεῖς... εἶπε ψιθυρίζουσα.: [714, 1424, 871, 1454]
- paragraph: Ἡ Περιζέττα εἶπεν εἰς αὐτὸν: «Ἀγνοῶ τ' ὄνομα τοῦ ἀληθοῦς ἐνόχου, ἀλλ' ἂν θελήσουν νὰ μὲ βοηθήσουν, θὰ τὸ μάθω».: [6, 614, 238, 674]
- paragraph: — Ἀκούσατέ με... εἶπεν ἐπιτέλους, θὰ σᾶς εἴπω τὴν ἀλήθειαν.: [714, 1099, 871, 1144]
- schedule-line: Ἀναχωρήσεις ἐκ Πειραιῶς: [1260, 566, 1403, 579]
- astrapi-ad: [491, 1338, 701, 1492]
- schedule-line: ΤΕΤΑΡΤΗΝ ὥραν 7 μ.μ. διὰ Χαλκίδα, Λίμνην, Βόλον.: [1080, 615, 1365, 627]
- theatre-heading-2: ΘΕΑΤΡΟΝ: [23, 1022, 221, 1063]
- paragraph: Καὶ κατερχομένη τὴν κλίμακα μειδιῶσα, προσέθηκε χαμηλοφώνως:: [714, 739, 871, 783]
- column-1: [0, 46, 245, 2251]
- clock-ad-phrase: Θὰ εὕρετε διὰ μεταπώλησιν: [1239, 213, 1424, 229]
- paragraph: Ἡ μαρκησία ἐπανέλαβε μὲ θυμόν: — Καὶ ἐπιμένεις εἰς τὴν ἀπόφασίν σου;: [714, 522, 871, 567]
- serial-header: [714, 52, 871, 75]
- securities-body: Ἡ Τράπεζα δέχεται καταθέσεις χρεωγράφων πρὸς φύλαξιν ἀντὶ ἐλαχίστων δικαιωμάτων καὶ ἐκτελεῖ πᾶσαν ἐντολὴν ἀγορᾶς καὶ πωλήσεως χρεωγράφων. Ἐκτελεῖ χρηματιστικὰς ἐντολὰς ἀντὶ τῶν συνήθων μεσιτικῶν δικαιωμάτων.: [1074, 1911, 1590, 1956]
- alarm-clock-title: ΞΥΠΝΗΤΗΡΙΑ: [1215, 290, 1448, 329]
- schedule-line: ΔΕΥΤΕΡΑΝ ὥραν 7 μ.μ. διὰ Λαύριον, Ἀλιβέριον, Κύμην, Ἀλόννησον, Σκιάθον.: [1080, 582, 1495, 595]
